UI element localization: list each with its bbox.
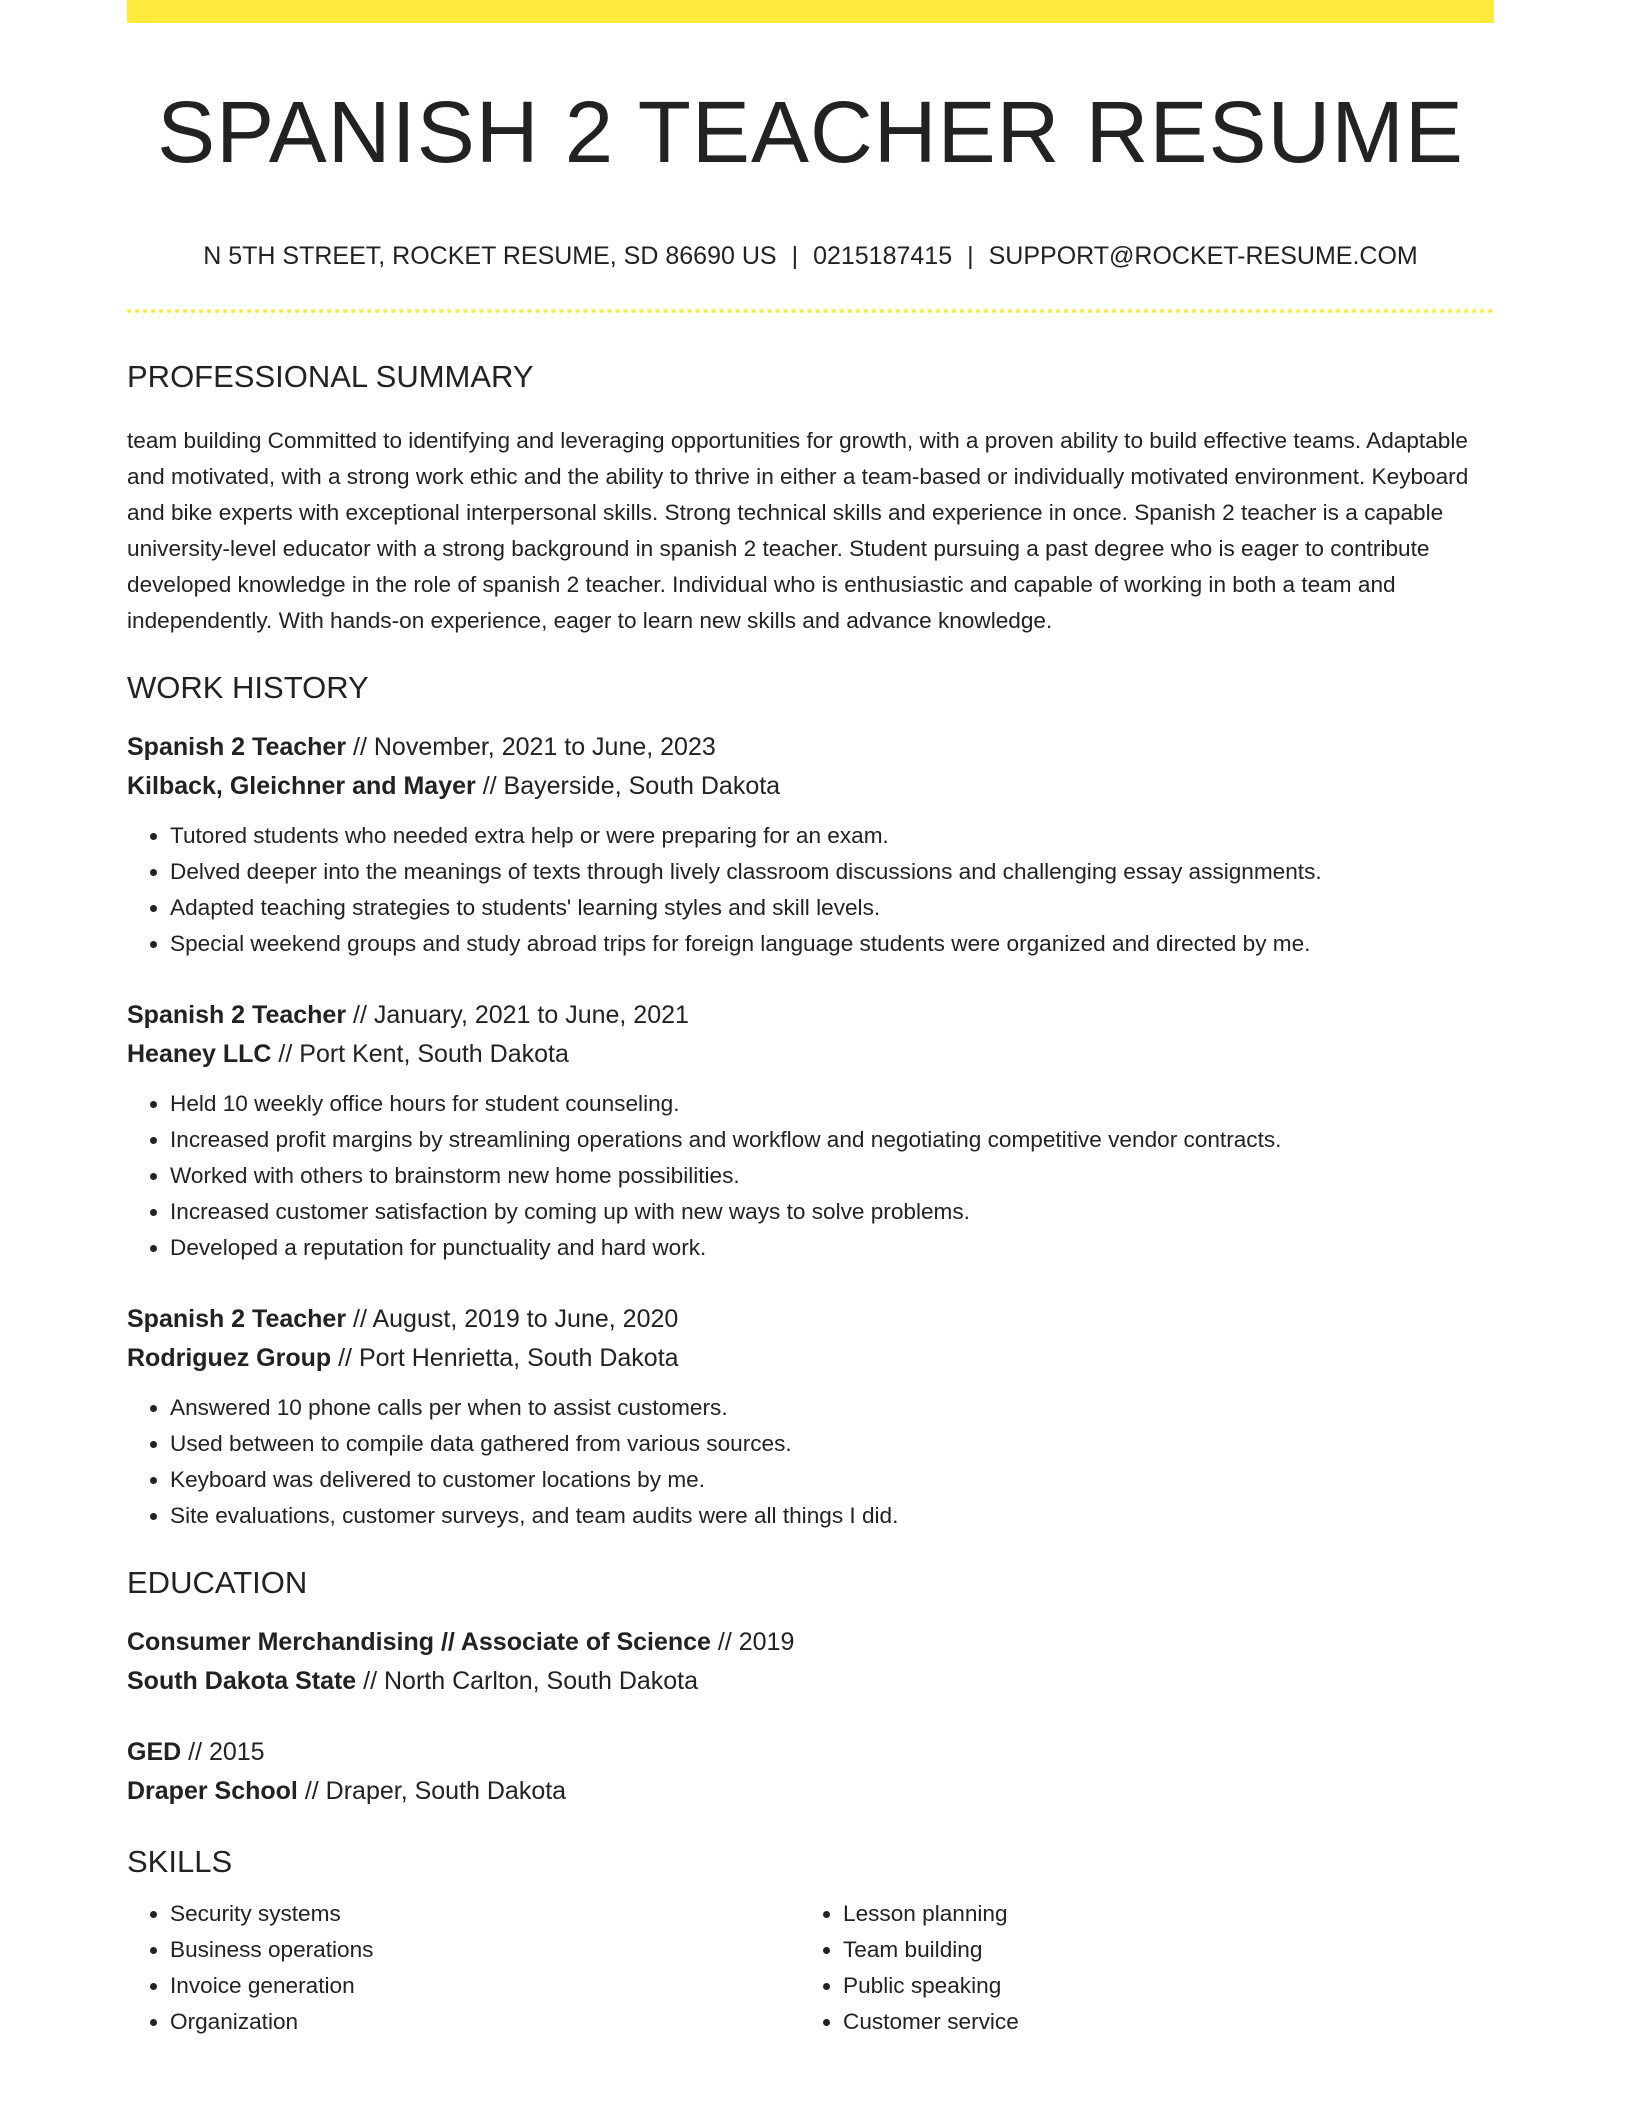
job-title: Spanish 2 Teacher <box>127 733 347 762</box>
job-location: // Bayerside, South Dakota <box>475 772 781 801</box>
contact-address: N 5TH STREET, ROCKET RESUME, SD 86690 US <box>203 241 777 270</box>
summary-text: team building Committed to identifying and leveraging opportunities for growth, with a proven ability to build effective teams. Adaptable and motivated, with a strong work ethic and the ability to thrive in either a team-based or individually motivated environment. Keyboard and bike experts with exceptional interpersonal skills. Strong technical skills and experience in once. Spanish 2 teacher is a capable university-level educator with a strong background in spanish 2 teacher. Student pursuing a past degree who is eager to contribute developed knowledge in the role of spanish 2 teacher. Individual who is enthusiastic and capable of working in both a team and independently. With hands-on experience, eager to learn new skills and advance knowledge. <box>127 427 1469 633</box>
job-title-line <box>127 996 1494 1035</box>
job-entry <box>127 728 1494 962</box>
job-bullet: • Worked with others to brainstorm new home possibilities. <box>170 1158 1494 1194</box>
job-title-line <box>127 728 1494 767</box>
job-location: // Port Henrietta, South Dakota <box>331 1344 679 1373</box>
contact-line <box>127 241 1494 271</box>
resume-title: SPANISH 2 TEACHER RESUME <box>157 84 1464 181</box>
skill-item: • Invoice generation <box>170 1968 800 2004</box>
school-name: South Dakota State <box>127 1667 357 1696</box>
contact-email: SUPPORT@ROCKET-RESUME.COM <box>988 241 1418 270</box>
job-location: // Port Kent, South Dakota <box>271 1040 569 1069</box>
job-company: Heaney LLC <box>127 1040 272 1069</box>
job-company-line <box>127 767 1494 806</box>
skill-item: • Organization <box>170 2004 800 2040</box>
job-bullets <box>127 818 1494 962</box>
skill-item: • Security systems <box>170 1896 800 1932</box>
resume-page <box>127 0 1494 2040</box>
top-accent-bar <box>127 0 1494 23</box>
skill-item: • Lesson planning <box>843 1896 1473 1932</box>
skills-grid <box>127 1896 1494 2040</box>
degree-year: // 2015 <box>181 1738 265 1767</box>
work-history-heading: WORK HISTORY <box>127 669 369 705</box>
job-company: Kilback, Gleichner and Mayer <box>127 772 476 801</box>
skill-item: • Team building <box>843 1932 1473 1968</box>
school-line <box>127 1662 1494 1701</box>
degree-line <box>127 1623 1494 1662</box>
job-entry <box>127 996 1494 1266</box>
degree-year: // 2019 <box>710 1628 795 1657</box>
contact-separator: | <box>967 241 974 270</box>
job-bullet: • Increased customer satisfaction by coming up with new ways to solve problems. <box>170 1194 1494 1230</box>
school-location: // North Carlton, South Dakota <box>356 1667 699 1696</box>
school-name: Draper School <box>127 1777 298 1806</box>
job-bullet: • Increased profit margins by streamlining operations and workflow and negotiating competitive vendor contracts. <box>170 1122 1494 1158</box>
job-company-line <box>127 1035 1494 1074</box>
job-dates: // August, 2019 to June, 2020 <box>346 1305 679 1334</box>
skills-heading: SKILLS <box>127 1844 233 1880</box>
header-divider <box>127 309 1494 313</box>
school-line <box>127 1772 1494 1811</box>
job-bullet: • Developed a reputation for punctuality and hard work. <box>170 1230 1494 1266</box>
job-bullet: • Keyboard was delivered to customer locations by me. <box>170 1462 1494 1498</box>
job-bullet: • Held 10 weekly office hours for student counseling. <box>170 1086 1494 1122</box>
job-entry <box>127 1300 1494 1534</box>
job-title: Spanish 2 Teacher <box>127 1001 347 1030</box>
education-heading: EDUCATION <box>127 1565 308 1601</box>
job-company-line <box>127 1339 1494 1378</box>
job-bullet: • Adapted teaching strategies to students' learning styles and skill levels. <box>170 890 1494 926</box>
job-dates: // November, 2021 to June, 2023 <box>346 733 716 762</box>
summary-heading: PROFESSIONAL SUMMARY <box>127 358 534 394</box>
job-bullet: • Used between to compile data gathered from various sources. <box>170 1426 1494 1462</box>
job-title-line <box>127 1300 1494 1339</box>
skill-item: • Public speaking <box>843 1968 1473 2004</box>
school-location: // Draper, South Dakota <box>297 1777 567 1806</box>
job-title: Spanish 2 Teacher <box>127 1305 347 1334</box>
skill-item: • Business operations <box>170 1932 800 1968</box>
job-bullet: • Answered 10 phone calls per when to assist customers. <box>170 1390 1494 1426</box>
skill-item: • Customer service <box>843 2004 1473 2040</box>
education-entry <box>127 1623 1494 1701</box>
education-entry <box>127 1733 1494 1811</box>
job-bullet: • Tutored students who needed extra help or were preparing for an exam. <box>170 818 1494 854</box>
contact-separator: | <box>791 241 799 270</box>
job-dates: // January, 2021 to June, 2021 <box>346 1001 689 1030</box>
job-bullets <box>127 1390 1494 1534</box>
degree-line <box>127 1733 1494 1772</box>
contact-phone: 0215187415 <box>813 241 953 270</box>
job-bullets <box>127 1086 1494 1266</box>
job-bullet: • Special weekend groups and study abroad trips for foreign language students were organized and directed by me. <box>170 926 1494 962</box>
job-bullet: • Delved deeper into the meanings of texts through lively classroom discussions and challenging essay assignments. <box>170 854 1494 890</box>
job-company: Rodriguez Group <box>127 1344 332 1373</box>
degree-name: GED <box>127 1738 182 1767</box>
degree-name: Consumer Merchandising // Associate of Science <box>127 1628 711 1657</box>
skills-column-left <box>127 1896 800 2040</box>
skills-column-right <box>800 1896 1473 2040</box>
job-bullet: • Site evaluations, customer surveys, and team audits were all things I did. <box>170 1498 1494 1534</box>
